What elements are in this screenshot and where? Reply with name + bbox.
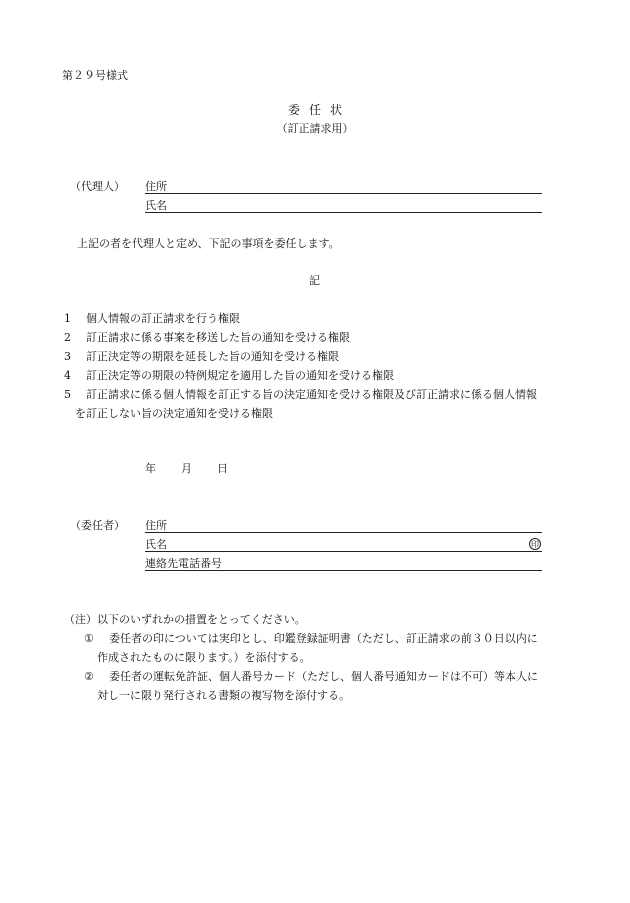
agent-address-field[interactable] [145,193,542,194]
item-number: 4 [64,369,71,382]
note-text: 委任者の印については実印とし、印鑑登録証明書（ただし、訂正請求の前３０日以内に [109,632,538,645]
delegator-label: （委任者） [70,519,125,532]
agent-name-field[interactable] [145,212,542,213]
date-year[interactable]: 年 [145,462,156,475]
delegator-phone-field[interactable] [145,570,542,571]
delegation-statement: 上記の者を代理人と定め、下記の事項を委任します。 [77,237,340,250]
item-text: 訂正決定等の期限を延長した旨の通知を受ける権限 [86,350,339,363]
note-text-continuation: 対し一に限り発行される書類の複写物を添付する。 [97,689,350,702]
agent-name-label: 氏名 [145,199,167,212]
note-text-continuation: 作成されたものに限ります。）を添付する。 [97,651,311,664]
item-number: 5 [64,388,71,401]
item-number: 2 [64,331,71,344]
item-text: 個人情報の訂正請求を行う権限 [86,312,240,325]
item-text: 訂正決定等の期限の特例規定を適用した旨の通知を受ける権限 [86,369,394,382]
delegator-name-field[interactable] [145,551,542,552]
notes-heading: （注）以下のいずれかの措置をとってください。 [64,613,306,626]
delegator-name-label: 氏名 [145,538,167,551]
agent-address-label: 住所 [145,180,167,193]
document-title: 委任状 [287,103,351,117]
item-number: 3 [64,350,71,363]
item-text: 訂正請求に係る事案を移送した旨の通知を受ける権限 [86,331,350,344]
item-text-continuation: を訂正しない旨の決定通知を受ける権限 [75,407,273,420]
note-marker: ② [84,670,94,683]
document-subtitle: （訂正請求用） [276,122,354,135]
date-day[interactable]: 日 [217,462,228,475]
seal-mark: 印 [531,540,539,549]
note-text: 委任者の運転免許証、個人番号カード（ただし、個人番号通知カードは不可）等本人に [109,670,538,683]
item-number: 1 [64,312,71,325]
delegator-address-field[interactable] [145,532,542,533]
item-text: 訂正請求に係る個人情報を訂正する旨の決定通知を受ける権限及び訂正請求に係る個人情報 [86,388,537,401]
form-number: 第２９号様式 [62,69,128,82]
note-marker: ① [84,632,94,645]
agent-label: （代理人） [70,180,125,193]
delegator-phone-label: 連絡先電話番号 [145,557,222,570]
date-month[interactable]: 月 [181,462,192,475]
ki-heading: 記 [309,274,320,287]
delegator-address-label: 住所 [145,519,167,532]
